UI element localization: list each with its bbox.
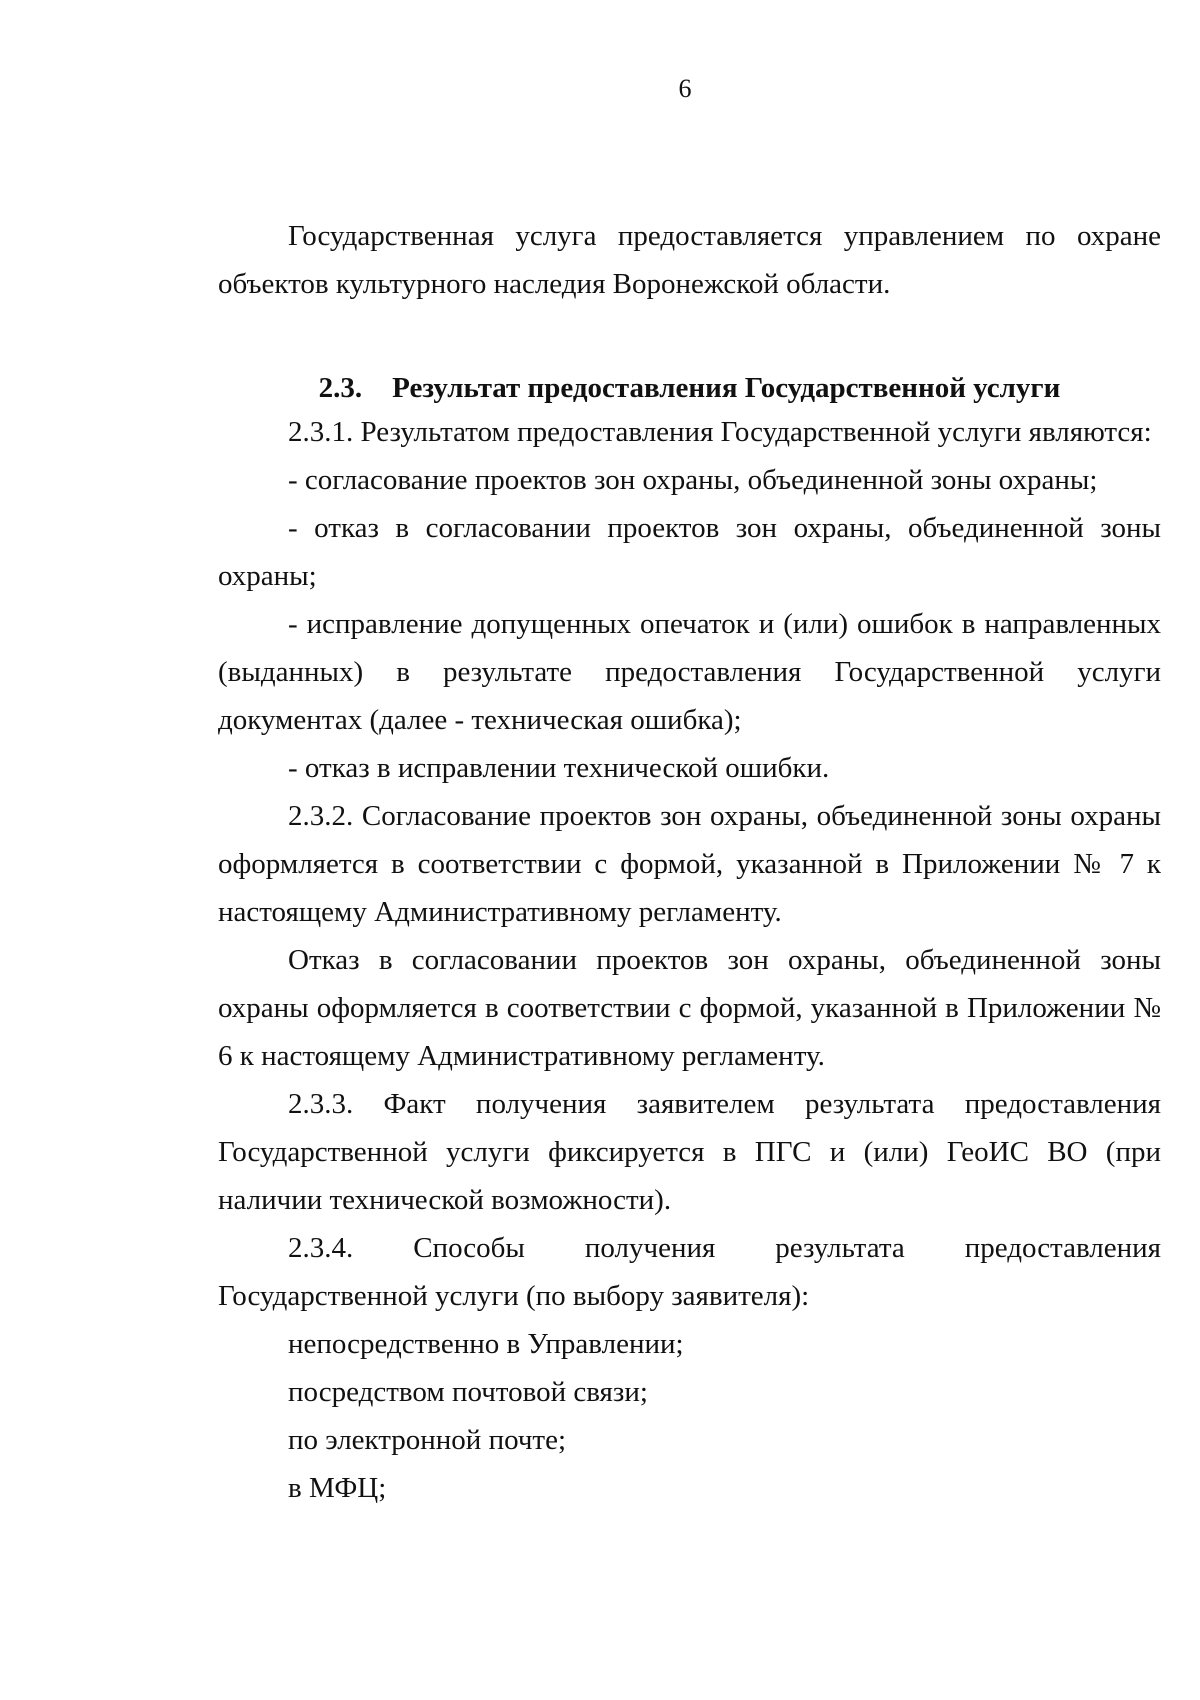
method-item-email: по электронной почте;: [288, 1424, 567, 1456]
intro-block: [218, 212, 1161, 308]
page-number: 6: [678, 74, 692, 103]
result-item-correction: - исправление допущенных опечаток и (или) ошибок в направленных (выданных) в результате предоставления Государственной услуги документах (далее - техническая ошибка);: [218, 608, 1161, 736]
section-title: Результат предоставления Государственной услуги: [392, 372, 1061, 404]
method-item-post: посредством почтовой связи;: [288, 1376, 648, 1408]
clause-2-3-2: 2.3.2. Согласование проектов зон охраны, объединенной зоны охраны оформляется в соответствии с формой, указанной в Приложении № 7 к настоящему Административному регламенту.: [218, 800, 1161, 928]
result-item-approval: - согласование проектов зон охраны, объединенной зоны охраны;: [288, 464, 1098, 496]
clause-2-3-3: 2.3.3. Факт получения заявителем результата предоставления Государственной услуги фиксируется в ПГС и (или) ГеоИС ВО (при наличии технической возможности).: [218, 1088, 1161, 1216]
clause-2-3-4: 2.3.4. Способы получения результата предоставления Государственной услуги (по выбору заявителя):: [218, 1232, 1161, 1312]
clause-2-3-2-refusal: Отказ в согласовании проектов зон охраны, объединенной зоны охраны оформляется в соответствии с формой, указанной в Приложении № 6 к настоящему Административному регламенту.: [218, 944, 1161, 1072]
result-item-refusal: - отказ в согласовании проектов зон охраны, объединенной зоны охраны;: [218, 512, 1161, 592]
clauses-block: [218, 408, 1161, 1512]
result-item-correction-refusal: - отказ в исправлении технической ошибки.: [288, 752, 830, 784]
method-item-mfc: в МФЦ;: [288, 1472, 387, 1504]
intro-paragraph: Государственная услуга предоставляется управлением по охране объектов культурного наследия Воронежской области.: [218, 220, 1161, 300]
method-item-direct: непосредственно в Управлении;: [288, 1328, 684, 1360]
section-number: 2.3.: [318, 372, 363, 404]
clause-2-3-1: 2.3.1. Результатом предоставления Государственной услуги являются:: [288, 416, 1152, 448]
section-heading: [218, 364, 1161, 412]
